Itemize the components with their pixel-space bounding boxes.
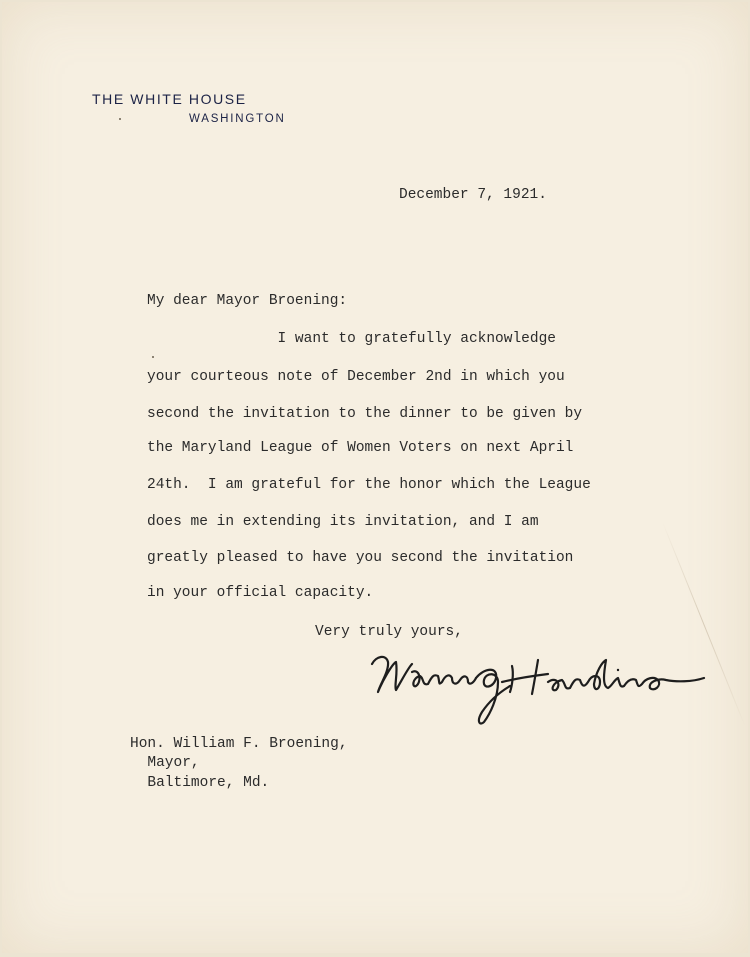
body-line-2: your courteous note of December 2nd in which you bbox=[147, 369, 565, 385]
ink-speck bbox=[119, 118, 121, 120]
body-line-1: I want to gratefully acknowledge bbox=[147, 331, 556, 347]
body-line-7: greatly pleased to have you second the invitation bbox=[147, 550, 574, 566]
signature bbox=[362, 642, 722, 732]
letterhead-city: WASHINGTON bbox=[189, 113, 286, 125]
body-line-8: in your official capacity. bbox=[147, 585, 374, 601]
closing: Very truly yours, bbox=[315, 624, 463, 640]
body-line-6: does me in extending its invitation, and I am bbox=[147, 514, 539, 530]
address-line-3: Baltimore, Md. bbox=[130, 775, 270, 791]
address-line-1: Hon. William F. Broening, bbox=[130, 736, 348, 752]
body-line-5: 24th. I am grateful for the honor which the League bbox=[147, 477, 591, 493]
salutation: My dear Mayor Broening: bbox=[147, 293, 348, 309]
body-line-4: the Maryland League of Women Voters on next April bbox=[147, 440, 574, 456]
body-line-3: second the invitation to the dinner to be given by bbox=[147, 406, 583, 422]
letter-page bbox=[2, 2, 748, 953]
ink-speck bbox=[152, 356, 154, 358]
letterhead-title: THE WHITE HOUSE bbox=[92, 91, 247, 107]
address-line-2: Mayor, bbox=[130, 755, 200, 771]
letter-date: December 7, 1921. bbox=[399, 187, 547, 203]
